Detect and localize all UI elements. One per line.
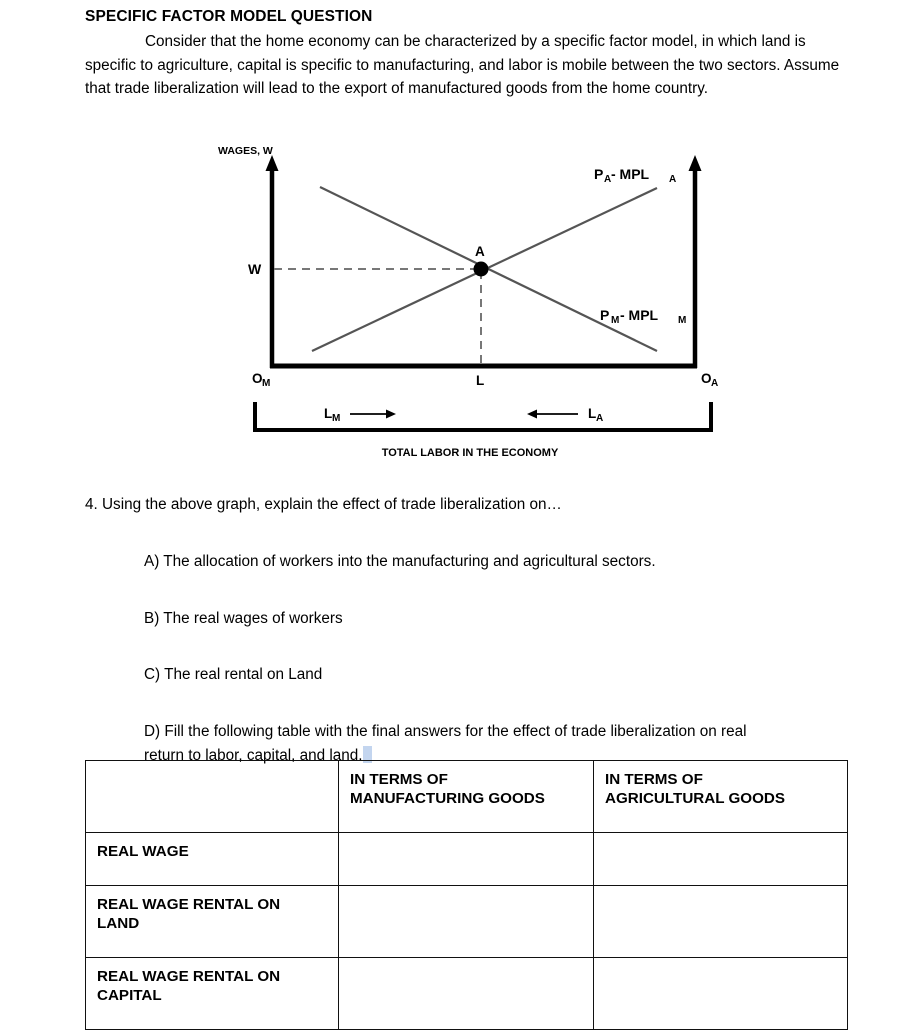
table-cell-rental-land-agricultural[interactable]	[594, 886, 848, 958]
question-block	[85, 494, 865, 767]
curve-pm-mplm-label	[600, 307, 686, 326]
question-stem: 4. Using the above graph, explain the effect of trade liberalization on…	[85, 496, 562, 513]
table-row	[86, 958, 848, 1030]
origin-right-label	[701, 371, 718, 389]
equilibrium-point-label: A	[475, 244, 485, 259]
arrow-left-icon	[527, 410, 537, 419]
table-row-label-rental-capital-line1: REAL WAGE RENTAL ON	[97, 968, 281, 985]
table-row-label-rental-capital-line2: CAPITAL	[97, 987, 162, 1005]
lm-bracket-label	[324, 406, 396, 424]
la-label-main: L	[588, 406, 597, 421]
table-row-label-real-wage: REAL WAGE	[86, 833, 339, 886]
curve-pm-mplm-label-sub2: M	[678, 315, 687, 326]
right-vertical-axis	[689, 155, 702, 368]
table-header-agricultural-line1: IN TERMS OF	[605, 771, 703, 788]
answer-table	[85, 760, 848, 1030]
origin-left-label-main: O	[252, 371, 263, 386]
question-part-a: A) The allocation of workers into the manufacturing and agricultural sectors.	[144, 552, 656, 570]
equilibrium-point-dot	[474, 262, 489, 277]
la-bracket-label	[527, 406, 603, 424]
curve-pa-mpla-label-sub1: A	[604, 174, 612, 185]
curve-pa-mpla-label-p: P	[594, 166, 604, 182]
table-header-row	[86, 761, 848, 833]
table-cell-rental-capital-agricultural[interactable]	[594, 958, 848, 1030]
table-header-manufacturing-line1: IN TERMS OF	[350, 771, 448, 788]
table-header-agricultural	[594, 761, 848, 833]
lm-label-sub: M	[332, 413, 341, 424]
lm-label-main: L	[324, 406, 333, 421]
question-part-d-line2: return to labor, capital, and land.	[144, 746, 363, 764]
table-row	[86, 886, 848, 958]
table-header-manufacturing	[339, 761, 594, 833]
origin-right-label-sub: A	[711, 378, 719, 389]
table-header-corner	[86, 761, 339, 833]
table-cell-real-wage-agricultural[interactable]	[594, 833, 848, 886]
labor-allocation-label: L	[476, 373, 485, 388]
origin-left-label	[252, 371, 270, 389]
curve-pm-mplm-label-sub1: M	[611, 315, 620, 326]
page-title: SPECIFIC FACTOR MODEL QUESTION	[85, 8, 373, 25]
question-part-c: C) The real rental on Land	[144, 666, 323, 684]
origin-right-label-main: O	[701, 371, 712, 386]
left-vertical-axis	[266, 155, 279, 368]
table-row-label-rental-land-line1: REAL WAGE RENTAL ON	[97, 896, 281, 913]
question-part-d-line1: D) Fill the following table with the final answers for the effect of trade liberalization on real	[144, 723, 747, 741]
origin-left-label-sub: M	[262, 378, 271, 389]
question-part-b: B) The real wages of workers	[144, 609, 343, 627]
document-text-block	[85, 8, 845, 101]
answer-table-wrapper	[85, 760, 847, 1030]
curve-pa-mpla-label	[594, 166, 676, 185]
table-cell-real-wage-manufacturing[interactable]	[339, 833, 594, 886]
arrow-right-icon	[386, 410, 396, 419]
la-label-sub: A	[596, 413, 604, 424]
intro-paragraph: Consider that the home economy can be characterized by a specific factor model, in which land is specific to agriculture, capital is specific to manufacturing, and labor is mobile between the two sectors. Assume that trade liberalization will lead to the export of manufactured goods from the home country.	[85, 33, 840, 98]
total-labor-bracket	[253, 402, 713, 432]
table-row	[86, 833, 848, 886]
wage-tick-label: W	[248, 261, 262, 277]
y-axis-label: WAGES, W	[218, 145, 273, 157]
curve-pm-mplm-label-p: P	[600, 307, 610, 323]
table-cell-rental-capital-manufacturing[interactable]	[339, 958, 594, 1030]
table-header-agricultural-line2: AGRICULTURAL GOODS	[605, 790, 785, 808]
bracket-caption: TOTAL LABOR IN THE ECONOMY	[381, 447, 559, 459]
table-row-label-rental-land-line2: LAND	[97, 915, 140, 933]
curve-pa-mpla-label-sub2: A	[669, 174, 677, 185]
curve-pa-mpla-label-mid: - MPL	[611, 166, 650, 182]
table-row-label-rental-land	[86, 886, 339, 958]
table-cell-rental-land-manufacturing[interactable]	[339, 886, 594, 958]
specific-factor-model-diagram	[210, 140, 730, 470]
table-row-label-rental-capital	[86, 958, 339, 1030]
curve-pm-mplm-label-mid: - MPL	[620, 307, 659, 323]
table-header-manufacturing-line2: MANUFACTURING GOODS	[350, 790, 545, 808]
